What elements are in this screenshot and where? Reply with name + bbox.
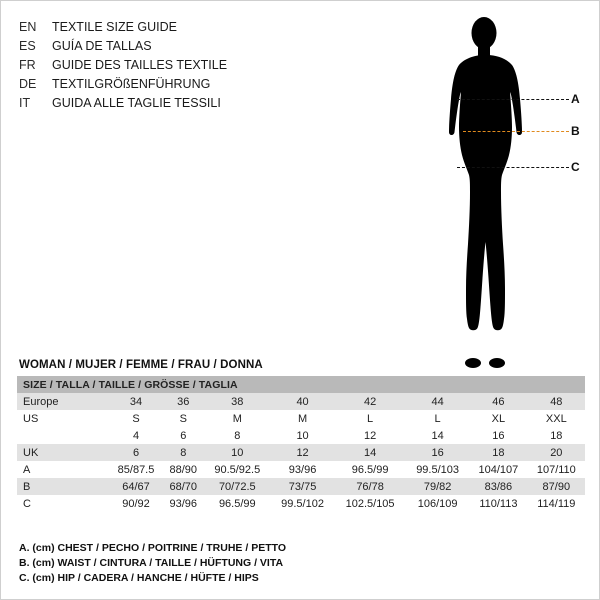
cell: 107/110: [528, 461, 585, 478]
cell: 106/109: [406, 495, 469, 512]
language-text: GUIDE DES TAILLES TEXTILE: [52, 58, 228, 72]
chest-measure-line: [457, 99, 569, 100]
row-label: US: [17, 410, 109, 427]
hip-measure-label: C: [571, 160, 580, 174]
cell: 36: [163, 393, 204, 410]
row-label: C: [17, 495, 109, 512]
cell: L: [334, 410, 406, 427]
language-code: IT: [19, 96, 31, 110]
cell: 87/90: [528, 478, 585, 495]
cell: 14: [334, 444, 406, 461]
cell: S: [163, 410, 204, 427]
cell: 6: [163, 427, 204, 444]
cell: 99.5/102: [271, 495, 334, 512]
cell: 88/90: [163, 461, 204, 478]
cell: XL: [469, 410, 528, 427]
cell: 96.5/99: [204, 495, 272, 512]
cell: 14: [406, 427, 469, 444]
cell: 114/119: [528, 495, 585, 512]
cell: 40: [271, 393, 334, 410]
table-row: [17, 427, 585, 444]
cell: 18: [528, 427, 585, 444]
language-text: GUÍA DE TALLAS: [52, 39, 152, 53]
cell: S: [109, 410, 163, 427]
language-code: FR: [19, 58, 36, 72]
cell: 85/87.5: [109, 461, 163, 478]
language-code: DE: [19, 77, 37, 91]
cell: 104/107: [469, 461, 528, 478]
language-row: [19, 56, 349, 74]
table-header-label: SIZE / TALLA / TAILLE / GRÖSSE / TAGLIA: [17, 376, 585, 393]
cell: 4: [109, 427, 163, 444]
table-row: [17, 410, 585, 427]
cell: L: [406, 410, 469, 427]
cell: M: [271, 410, 334, 427]
language-text: TEXTILGRÖßENFÜHRUNG: [52, 77, 211, 91]
cell: 8: [163, 444, 204, 461]
table-row: [17, 393, 585, 410]
cell: 10: [271, 427, 334, 444]
cell: 16: [406, 444, 469, 461]
language-row: [19, 37, 349, 55]
legend-waist: B. (cm) WAIST / CINTURA / TAILLE / HÜFTUNG / VITA: [19, 557, 284, 569]
table-row: [17, 478, 585, 495]
legend-hip: C. (cm) HIP / CADERA / HANCHE / HÜFTE / HIPS: [19, 572, 259, 584]
row-label: B: [17, 478, 109, 495]
cell: 6: [109, 444, 163, 461]
cell: 90.5/92.5: [204, 461, 272, 478]
waist-measure-line: [463, 131, 569, 132]
cell: 8: [204, 427, 272, 444]
table-header-row: [17, 376, 585, 393]
row-label: Europe: [17, 393, 109, 410]
cell: 102.5/105: [334, 495, 406, 512]
chest-measure-label: A: [571, 92, 580, 106]
cell: 44: [406, 393, 469, 410]
cell: 99.5/103: [406, 461, 469, 478]
cell: 93/96: [163, 495, 204, 512]
language-row: [19, 75, 349, 93]
language-list: [19, 18, 349, 113]
size-table: [17, 376, 585, 512]
language-row: [19, 94, 349, 112]
cell: 93/96: [271, 461, 334, 478]
row-label: UK: [17, 444, 109, 461]
cell: 12: [271, 444, 334, 461]
table-row: [17, 461, 585, 478]
body-figure: [421, 11, 596, 371]
cell: 18: [469, 444, 528, 461]
cell: 64/67: [109, 478, 163, 495]
row-label: A: [17, 461, 109, 478]
cell: 76/78: [334, 478, 406, 495]
cell: 70/72.5: [204, 478, 272, 495]
female-silhouette-icon: [421, 11, 596, 371]
cell: 12: [334, 427, 406, 444]
language-text: GUIDA ALLE TAGLIE TESSILI: [52, 96, 221, 110]
language-text: TEXTILE SIZE GUIDE: [52, 20, 178, 34]
measurement-legend: [19, 541, 579, 586]
cell: 79/82: [406, 478, 469, 495]
hip-measure-line: [457, 167, 569, 168]
cell: 46: [469, 393, 528, 410]
cell: 38: [204, 393, 272, 410]
cell: XXL: [528, 410, 585, 427]
table-caption: WOMAN / MUJER / FEMME / FRAU / DONNA: [19, 359, 263, 371]
cell: 16: [469, 427, 528, 444]
cell: 34: [109, 393, 163, 410]
waist-measure-label: B: [571, 124, 580, 138]
cell: 48: [528, 393, 585, 410]
cell: M: [204, 410, 272, 427]
cell: 42: [334, 393, 406, 410]
language-code: ES: [19, 39, 36, 53]
legend-chest: A. (cm) CHEST / PECHO / POITRINE / TRUHE / PETTO: [19, 542, 287, 554]
size-table-section: [17, 359, 585, 512]
language-code: EN: [19, 20, 37, 34]
cell: 68/70: [163, 478, 204, 495]
table-row: [17, 495, 585, 512]
cell: 73/75: [271, 478, 334, 495]
cell: 83/86: [469, 478, 528, 495]
cell: 10: [204, 444, 272, 461]
language-row: [19, 18, 349, 36]
cell: 110/113: [469, 495, 528, 512]
table-row: [17, 444, 585, 461]
cell: 90/92: [109, 495, 163, 512]
cell: 20: [528, 444, 585, 461]
cell: 96.5/99: [334, 461, 406, 478]
row-label: [17, 427, 109, 444]
